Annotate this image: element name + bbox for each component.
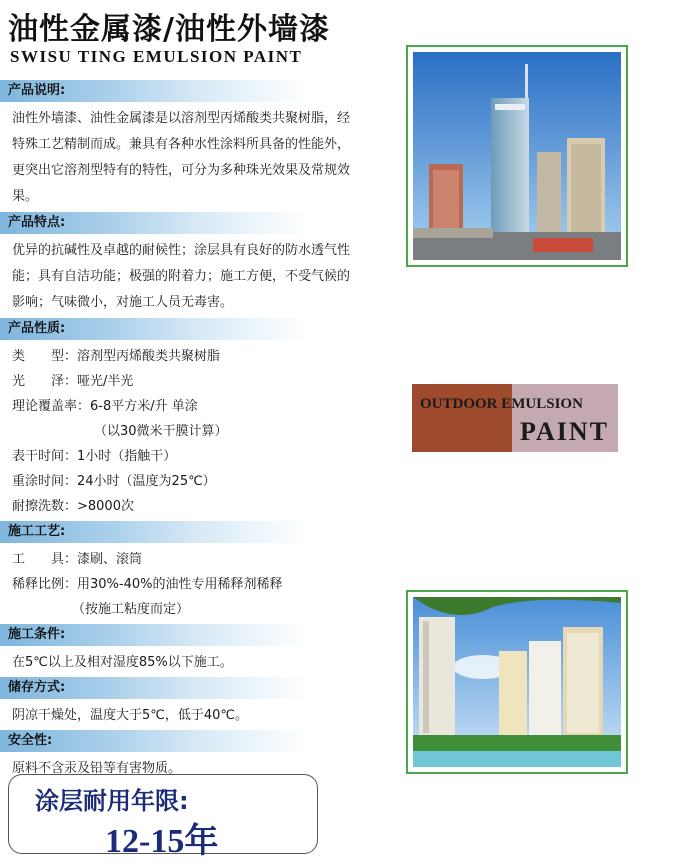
application-dilution-note: （按施工粘度而定） xyxy=(72,602,190,617)
storage-text: 阴凉干燥处，温度大于5℃，低于40℃。 xyxy=(12,708,249,723)
description-text: 油性外墙漆、油性金属漆是以溶剂型丙烯酸类共聚树脂，经特殊工艺精制而成。兼具有各种水性涂料所具备的性能外，更突出它溶剂型特有的特性，可分为多种珠光效果及常规效果。 xyxy=(12,111,351,204)
durability-box xyxy=(8,774,318,860)
property-gloss: 光 泽：哑光/半光 xyxy=(12,374,134,389)
spec-column xyxy=(0,78,380,781)
property-coverage-note: （以30微米干膜计算） xyxy=(94,424,228,439)
application-dilution: 稀释比例：用30%-40%的油性专用稀释剂稀释 xyxy=(12,577,283,592)
durability-label: 涂层耐用年限: xyxy=(35,787,189,815)
badge-line1: OUTDOOR EMULSION xyxy=(420,396,583,412)
office-towers-illustration xyxy=(413,52,621,260)
application-tools: 工 具：漆刷、滚筒 xyxy=(12,552,143,567)
residential-photo xyxy=(406,590,628,774)
properties-header: 产品性质: xyxy=(0,318,308,340)
property-surface-dry: 表干时间：1小时（指触干） xyxy=(12,449,177,464)
storage-header: 储存方式: xyxy=(0,677,308,699)
safety-header: 安全性: xyxy=(0,730,308,752)
features-header: 产品特点: xyxy=(0,212,308,234)
outdoor-emulsion-badge xyxy=(412,384,618,452)
application-header: 施工工艺: xyxy=(0,521,308,543)
conditions-text: 在5℃以上及相对湿度85%以下施工。 xyxy=(12,655,233,670)
property-type: 类 型：溶剂型丙烯酸类共聚树脂 xyxy=(12,349,221,364)
safety-text: 原料不含汞及铅等有害物质。 xyxy=(12,761,182,776)
property-scrub: 耐擦洗数：>8000次 xyxy=(12,499,134,514)
badge-line2: PAINT xyxy=(520,417,609,446)
office-towers-photo xyxy=(406,45,628,267)
description-header: 产品说明: xyxy=(0,80,308,102)
property-coverage: 理论覆盖率：6-8平方米/升 单涂 xyxy=(12,399,198,414)
conditions-header: 施工条件: xyxy=(0,624,308,646)
badge-left-panel xyxy=(412,384,512,452)
page-title: 油性金属漆/油性外墙漆 xyxy=(8,12,330,47)
page-subtitle: SWISU TING EMULSION PAINT xyxy=(10,47,303,66)
property-recoat: 重涂时间：24小时（温度为25℃） xyxy=(12,474,216,489)
features-text: 优异的抗碱性及卓越的耐候性；涂层具有良好的防水透气性能；具有自洁功能；极强的附着力；施工方便，不受气候的影响；气味微小，对施工人员无毒害。 xyxy=(12,243,351,310)
durability-value: 12-15年 xyxy=(105,823,219,860)
residential-illustration xyxy=(413,597,621,767)
